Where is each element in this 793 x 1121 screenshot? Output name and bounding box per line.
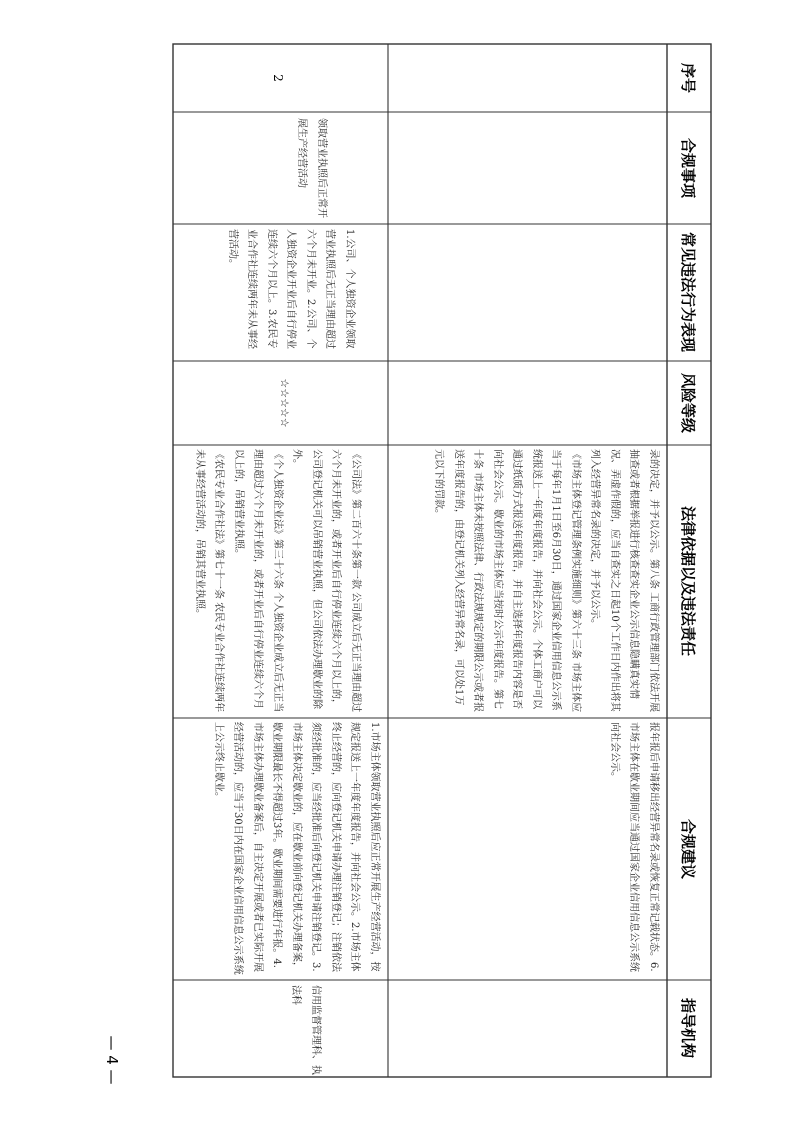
header-serial-number: 序号 [679,62,697,94]
compliance-table [103,44,711,1085]
header-compliance-item: 合规事项 [679,137,697,199]
row1-advice-text: 报年报后申请移出经营异常名录或恢复正常记载状态。6.市场主体在歇业期间应当通过国家企业信用信息公示系统向社会公示。 [609,722,659,972]
row2-legal-basis-text: 《公司法》第二百六十条第一款 公司成立后无正当理由超过六个月未开业的，或者开业后自行停业连续六个月以上的，公司登记机关可以吊销营业执照，但公司依法办理歇业的除外。 《个人独资企业法》第三十六条 个人独资企业成立后无正当理由超过六个月未开业的，或者开业后自行停业连续六个月以上的，吊销营业执照。 《农民专业合作社法》第七十一条 农民专业合作社连续两年未从事经营活动的，吊销其营业执照。 [194,449,361,713]
row2-legal-basis-cell [177,449,365,715]
row2-risk-stars: ☆☆☆☆☆ [278,378,291,428]
row2-advice-cell [177,722,384,976]
row2-behavior-cell [179,229,359,357]
row1-advice-cell [391,722,663,976]
row2-item-text: 领取营业执照后正常开展生产经营活动 [296,118,327,218]
row2-behavior-text: 1.公司、个人独资企业领取营业执照后无正当理由超过六个月未开业。2.公司、个人独资企业开业后自行停业连续六个月以上。3.农民专业合作社连续两年未从事经营活动。 [227,229,355,349]
page-number: — 4 — [103,1035,121,1085]
header-common-violations: 常见违法行为表现 [679,231,697,353]
row2-agency-cell [205,985,325,1075]
row2-advice-text: 1.市场主体领取营业执照后应正常开展生产经营活动，按规定报送上一年度年度报告，并向社会公示。2.市场主体终止经营的，应向登记机关申请办理注销登记；注销依法须经批准的，应当经批准后向登记机关申请注销登记。3.市场主体决定歇业的，应在歇业前向登记机关办理备案，歇业期限最长不得超过3年。歇业期间需要进行年报。4.市场主体办理歇业备案后，自主决定开展或者已实际开展经营活动的，应当于30日内在国家企业信用信息公示系统上公示终止歇业。 [213,722,380,975]
row2-serial-number: 2 [271,74,285,82]
header-compliance-advice: 合规建议 [679,818,697,880]
header-guiding-agency: 指导机构 [679,997,697,1059]
header-legal-basis: 法律依据以及违法责任 [679,505,697,657]
header-risk-level: 风险等级 [679,372,697,434]
row2-agency-text: 信用监督管理科、执法科 [290,985,321,1075]
row1-legal-basis-cell [391,449,663,715]
row1-legal-basis-text: 录的决定，并予以公示。第八条 工商行政管理部门依法开展抽查或者根据举报进行核查查实企业公示信息隐瞒真实情况、弄虚作假的，应当自查实之日起10个工作日内作出将其列入经营异常名录的决定，并予以公示。 《市场主体登记管理条例实施细则》第六十三条 市场主体应当于每年1月1日至6月30日，通过国家企业信用信息公示系统报送上一年度年度报告，并向社会公示。个体工商户可以通过纸质方式报送年度报告，并自主选择年度报告内容是否向社会公示。歇业的市场主体应当按时公示年度报告。第七十条 市场主体未按照法律、行政法规规定的期限公示或者报送年度报告的，由登记机关列入经营异常名录，可以处1万元以下的罚款。 [433,449,659,713]
row2-item-cell [211,118,331,218]
